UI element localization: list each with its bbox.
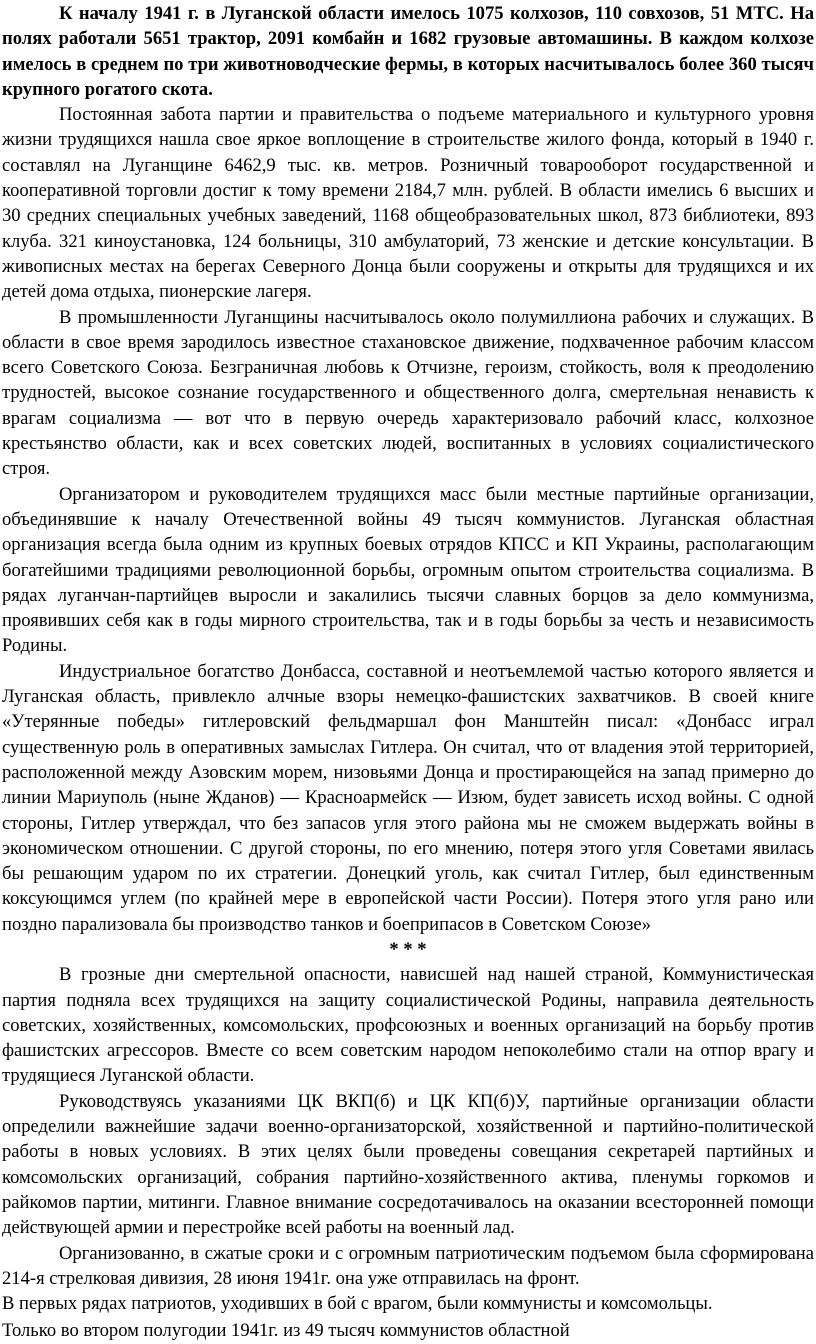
paragraph: Руководствуясь указаниями ЦК ВКП(б) и ЦК КП(б)У, партийные организации области определили важнейшие задачи военно-организаторской, хозяйственной и партийно-политической работы в новых условиях. В этих целях были проведены совещания секретарей партийных и комсомольских организаций, собрания партийно-хозяйственного актива, пленумы горкомов и райкомов партии, митинги. Главное внимание сосредотачивалось на оказании всесторонней помощи действующей армии и перестройке всей работы на военный лад. bbox=[2, 1090, 814, 1239]
paragraph: Постоянная забота партии и правительства о подъеме материального и культурного уровня жизни трудящихся нашла свое яркое воплощение в строительстве жилого фонда, который в 1940 г. составлял на Луганщине 6462,9 тыс. кв. метров. Розничный товарооборот государственной и кооперативной торговли достиг к тому времени 2184,7 млн. рублей. В области имелись 6 высших и 30 средних специальных учебных заведений, 1168 общеобразовательных школ, 873 библиотеки, 893 клуба. 321 киноустановка, 124 больницы, 310 амбулаторий, 73 женские и детские консультации. В живописных местах на берегах Северного Донца были сооружены и открыты для трудящихся и их детей дома отдыха, пионерские лагеря. bbox=[2, 104, 814, 303]
paragraph-line: В первых рядах патриотов, уходивших в бой с врагом, были коммунисты и комсомольцы. bbox=[2, 1293, 713, 1315]
section-separator: * * * bbox=[389, 938, 427, 960]
paragraph: Организатором и руководителем трудящихся масс были местные партийные организации, объединявшие к началу Отечественной войны 49 тысяч коммунистов. Луганская областная организация всегда была одним из крупных боевых отрядов КПСС и КП Украины, располагающим богатейшими традициями революционной борьбы, огромным опытом строительства социализма. В рядах луганчан-партийцев выросли и закалились тысячи славных борцов за дело коммунизма, проявивших себя как в годы мирного строительства, так и в годы борьбы за честь и независимость Родины. bbox=[2, 483, 814, 657]
paragraph-line: Только во втором полугодии 1941г. из 49 тысяч коммунистов областной bbox=[2, 1320, 570, 1342]
paragraph-quote: Индустриальное богатство Донбасса, составной и неотъемлемой частью которого является и Луганская область, привлекло алчные взоры немецко-фашистских захватчиков. В своей книге «Утерянные победы» гитлеровский фельдмаршал фон Манштейн писал: «Донбасс играл существенную роль в оперативных замыслах Гитлера. Он считал, что от владения этой территорией, расположенной между Азовским морем, низовьями Донца и простирающейся на запад примерно до линии Мариуполь (ныне Жданов) — Красноармейск — Изюм, будет зависеть исход войны. С одной стороны, Гитлер утверждал, что без запасов угля этого района мы не сможем выдержать войны в экономическом отношении. С другой стороны, по его мнению, потеря этого угля Советами явилась бы решающим ударом по их стратегии. Донецкий уголь, как считал Гитлер, был единственным коксующимся углем (по крайней мере в европейской части России). Потеря этого угля рано или поздно парализовала бы производство танков и боеприпасов в Советском Союзе» bbox=[2, 660, 814, 935]
paragraph: Организованно, в сжатые сроки и с огромным патриотическим подъемом была сформирована 214-я стрелковая дивизия, 28 июня 1941г. она уже отправилась на фронт. bbox=[2, 1242, 814, 1289]
paragraph: В промышленности Луганщины насчитывалось около полумиллиона рабочих и служащих. В области в свое время зародилось известное стахановское движение, подхваченное рабочим классом всего Советского Союза. Безграничная любовь к Отчизне, героизм, стойкость, воля к преодолению трудностей, высокое сознание государственного и общественного долга, смертельная ненависть к врагам социализма — вот что в первую очередь характеризовало рабочий класс, колхозное крестьянство области, как и всех советских людей, воспитанных в условиях социалистического строя. bbox=[2, 306, 814, 480]
paragraph: В грозные дни смертельной опасности, нависшей над нашей страной, Коммунистическая партия подняла всех трудящихся на защиту социалистической Родины, направила деятельность советских, хозяйственных, комсомольских, профсоюзных и военных организаций на борьбу против фашистских агрессоров. Вместе со всем советским народом непоколебимо стали на отпор врагу и трудящиеся Луганской области. bbox=[2, 964, 814, 1087]
paragraph-intro: К началу 1941 г. в Луганской области имелось 1075 колхозов, 110 совхозов, 51 МТС. На полях работали 5651 трактор, 2091 комбайн и 1682 грузовые автомашины. В каждом колхозе имелось в среднем по три животноводческие фермы, в которых насчитывалось более 360 тысяч крупного рогатого скота. bbox=[2, 3, 814, 100]
